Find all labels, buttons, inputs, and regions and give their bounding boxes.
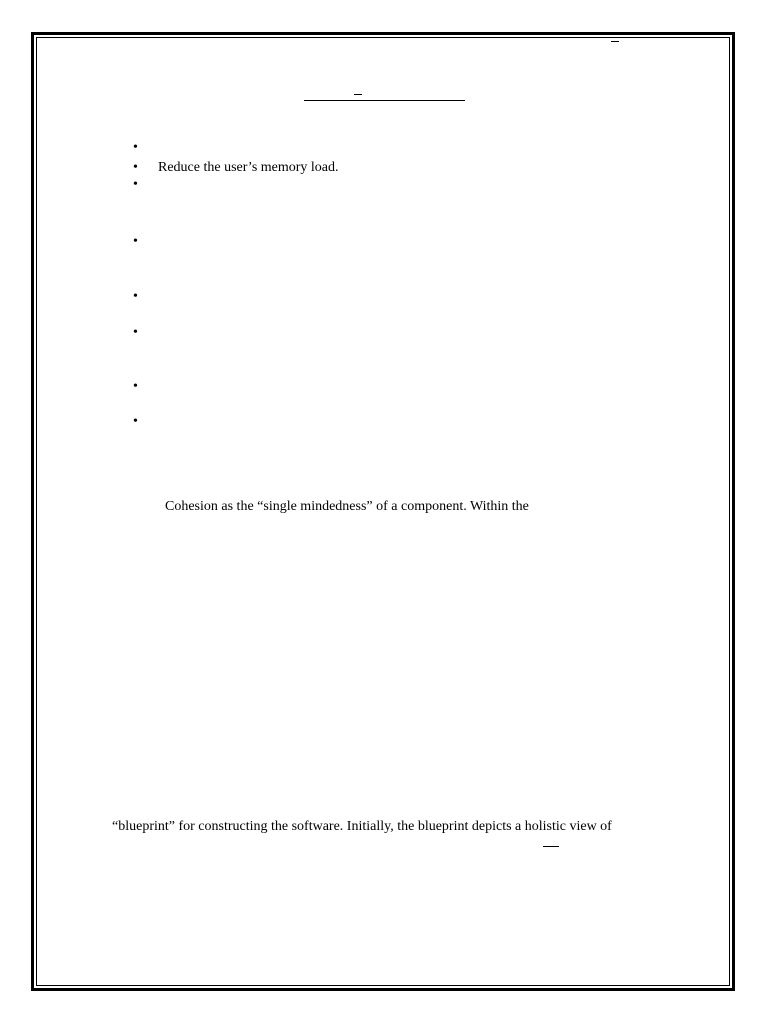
bullet-marker: • [133,414,138,429]
bullet-marker: • [133,140,138,155]
blueprint-paragraph-line: “blueprint” for constructing the software. Initially, the blueprint depicts a holistic view of [112,819,612,834]
heading-dash [354,94,362,95]
heading-underline [304,100,465,101]
bullet-marker: • [133,234,138,249]
header-dash [611,41,619,42]
bullet-marker: • [133,160,138,175]
bullet-marker: • [133,379,138,394]
bullet-marker: • [133,177,138,192]
underline-fragment [543,846,559,847]
bullet-marker: • [133,289,138,304]
bullet-item-text: Reduce the user’s memory load. [158,160,339,175]
bullet-marker: • [133,325,138,340]
cohesion-paragraph-line: Cohesion as the “single mindedness” of a component. Within the [165,499,529,514]
